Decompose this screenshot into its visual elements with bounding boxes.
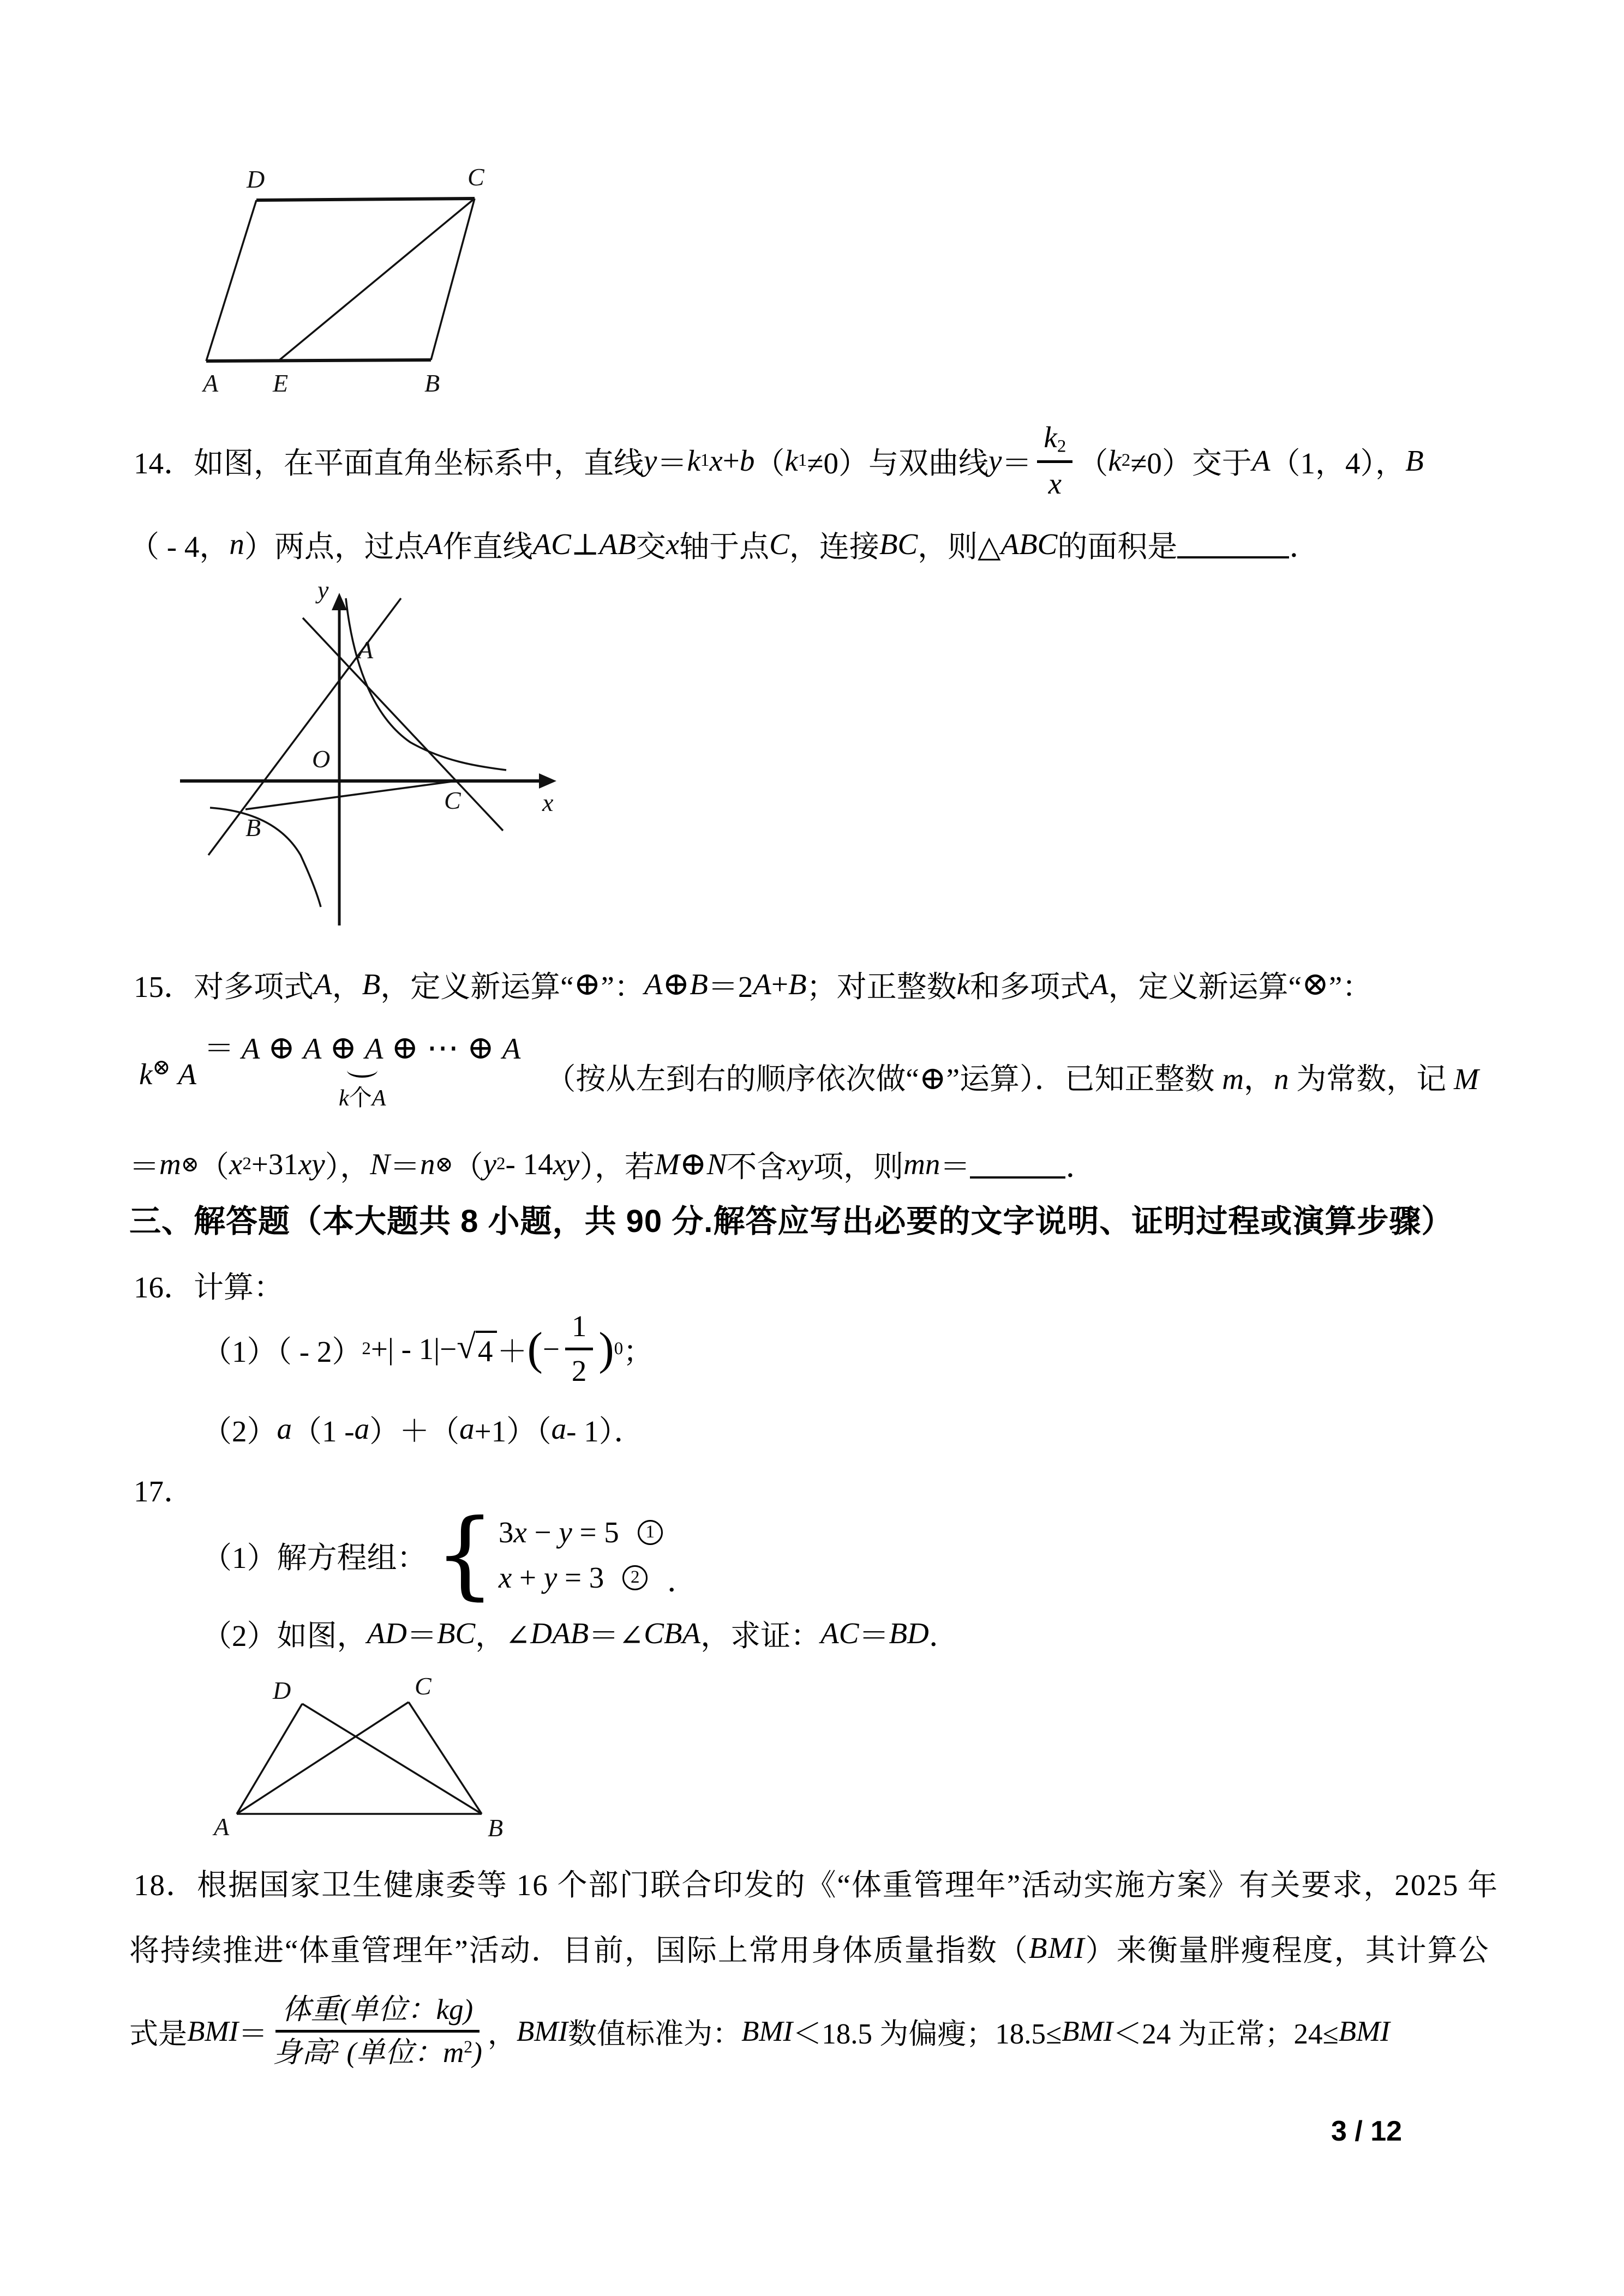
system-brace: { [434,1499,495,1610]
triangle-label-d: D [273,1676,291,1704]
q15-formula-right: （按从左到右的顺序依次做“⊕”运算）．已知正整数 m，n 为常数，记 M [546,1060,1479,1096]
q14-line2: （ - 4， n ）两点，过点 A 作直线 AC ⊥ AB 交 x 轴于点 C ，连接 BC ，则△ ABC 的面积是 ． [129,527,1320,563]
parallelogram-side-ad [206,200,256,361]
equation-1: 3x − y = 5 [498,1516,619,1549]
q15-underbrace-label: k个A [339,1086,386,1111]
q15-line1: 15．对多项式 A ， B ，定义新运算“ ⊕ ”： A ⊕ B ＝2 A + B ；对正整数 k 和多项式 A ，定义新运算“ ⊗ ”： [134,966,1373,1003]
equation-2: x + y = 3 [498,1561,604,1595]
vertex-label-b: B [424,369,440,397]
segment-ad [237,1704,302,1814]
q18-line3: 式是 BMI ＝ $\frac{\text{体重(单位：kg)}}{身高^2 (单位:m^2)}$ ， BMI 数值标准为： BMI ＜18.5 为偏瘦；18.5≤ BMI ＜24 为正常；24≤ BMI [129,1992,1390,2071]
segment-cb [409,1702,482,1814]
vertex-label-e: E [273,369,289,397]
q17-item1 [202,1499,697,1610]
parallelogram-diagonal-ec [278,199,475,361]
circled-number-2: 2 [622,1565,648,1590]
triangle-drawing [180,1666,535,1846]
page-number: 3 / 12 [1331,2115,1403,2147]
figure-coordinate-plane [164,575,573,937]
q15-formula-chain: ＝ A ⊕ A ⊕ A ⊕ ⋯ ⊕ A [203,1030,521,1066]
q15-formula [139,1024,1479,1113]
parallelogram-side-ab [206,360,431,361]
point-label-b: B [245,814,261,842]
equation-row-1 [499,1515,663,1549]
q17-item1-label: （1）解方程组： [202,1541,427,1574]
q18-line1: 18．根据国家卫生健康委等 16 个部门联合印发的《“体重管理年”活动实施方案》有关要求，2025 年 [134,1868,1499,1902]
origin-label: O [312,745,331,773]
vertex-label-a: A [203,369,219,397]
coordinate-drawing [164,575,573,930]
hyperbola-branch-1 [346,598,506,770]
section-heading: 三、解答题（本大题共 8 小题，共 90 分.解答应写出必要的文字说明、证明过程或演算步骤） [129,1204,1454,1239]
point-label-a: A [358,636,374,664]
axis-label-y: y [317,576,329,604]
underbrace-icon [347,1069,377,1078]
line-ac [303,618,503,831]
figure-triangle [180,1666,535,1853]
segment-db [302,1704,482,1814]
segment-ac [237,1702,409,1814]
segment-bc [245,781,456,809]
x-axis-arrow [539,773,556,789]
q14-line1: 14．如图，在平面直角坐标系中，直线 y ＝ k 1 x + b （ k 1 ≠0）与双曲线 y ＝ $\frac{k_2}{x}$ （ k 2 ≠0）交于 A （1，4）， B [134,419,1424,502]
equation-system [499,1515,663,1595]
circled-number-1: 1 [638,1520,663,1545]
q15-formula-left: k⊗ A [139,1055,196,1091]
q15-underbrace-stack [204,1024,520,1113]
vertex-label-d: D [247,165,265,193]
triangle-label-c: C [415,1672,432,1700]
q17-item2: （2）如图， AD ＝ BC ，∠ DAB ＝∠ CBA ，求证： AC ＝ BD ． [202,1616,959,1652]
y-axis-arrow [332,593,347,610]
triangle-label-b: B [488,1814,504,1842]
vertex-label-c: C [468,163,484,191]
q17-number: 17． [134,1475,194,1508]
q16-item1: （1）（ - 2） 2 +| - 1|− √ 4 ＋ ( − $\frac{1}{2}$ ) 0 ； [202,1308,653,1390]
parallelogram-side-dc [256,199,475,200]
figure-parallelogram [202,154,518,406]
q15-line3: ＝ m ⊗ （ x 2 +31 xy ）， N ＝ n ⊗ （ y 2 - 14 xy ），若 M ⊕ N 不含 xy 项，则 mn ＝ ． [129,1146,1096,1183]
q16-item2: （2） a （1 - a ）＋（ a +1）（ a - 1）． [202,1412,644,1448]
triangle-label-a: A [214,1813,230,1841]
parallelogram-side-bc [431,199,475,360]
equation-row-2 [499,1560,663,1595]
q18-line2: 将持续推进“体重管理年”活动．目前，国际上常用身体质量指数（ BMI ）来衡量胖瘦程度，其计算公 [129,1931,1490,1967]
point-label-c: C [444,786,461,814]
system-period: ． [667,1565,697,1598]
axis-label-x: x [542,789,554,816]
hyperbola-branch-3 [210,808,321,907]
parallelogram-drawing [202,154,518,399]
q16-title: 16．计算： [134,1271,284,1304]
